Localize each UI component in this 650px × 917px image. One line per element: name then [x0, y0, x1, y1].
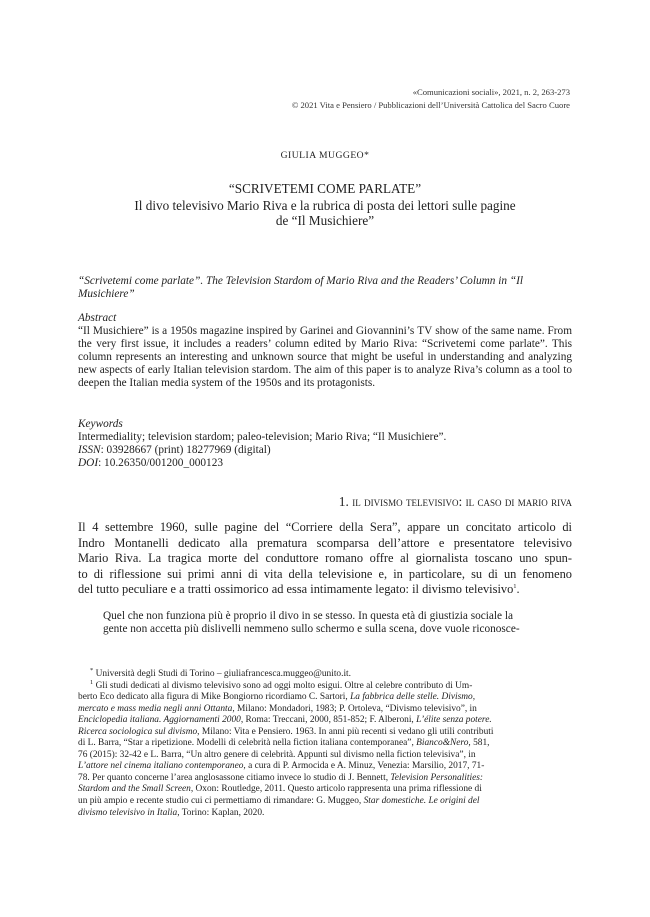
footnote-line [78, 784, 572, 796]
footnote-line [78, 738, 572, 750]
body-line-text: del tutto peculiare e a tratti ossimorico ad essa intimamente legato: il divismo televisivo [78, 582, 514, 597]
title-subtitle-line1: Il divo televisivo Mario Riva e la rubrica di posta dei lettori sulle pagine [134, 198, 516, 213]
section-heading [339, 494, 572, 510]
doi-line [78, 457, 572, 470]
abstract-part2: show of the same name. From the very first issue, it includes a readers’ column edited by Mario Riva: “Scrivetemi come parlate”. This column represents an interesting and unknown source that might be useful in understanding and analyzing new aspects of early Italian television stardom. The aim of this paper is to analyze Riva’s column as a tool to deepen the Italian media system of the 1950s and its protagonists. [78, 325, 572, 389]
body-line: to di riflessione sui primi anni di vita della televisione e, in particolare, su di un fenomeno [78, 566, 572, 581]
footnote-line [78, 727, 572, 739]
issn-label: ISSN [78, 443, 101, 456]
abstract-text [78, 325, 572, 390]
title-subtitle-line2: de “Il Musichiere” [275, 213, 375, 228]
footnote-italic: Stardom and the Small Screen [78, 784, 191, 795]
title-main: “SCRIVETEMI COME PARLATE” [228, 181, 422, 196]
journal-citation: «Comunicazioni sociali», 2021, n. 2, 263-273 [412, 87, 570, 97]
footnote-text: , Milano: Vita e Pensiero. 1963. In anni più recenti si vedano gli utili contributi [197, 726, 494, 737]
quote-line: Quel che non funziona più è proprio il divo in se stesso. In questa età di giustizia sociale la [103, 610, 514, 622]
issn-line [78, 444, 572, 457]
keywords-block [78, 431, 572, 470]
footnote-text: , Oxon: Routledge, 2011. Questo articolo rappresenta una prima riflessione di [190, 784, 482, 795]
footnote-italic: Star domestiche. Le origini del [363, 796, 480, 807]
affiliation-mark: * [90, 666, 94, 674]
affiliation-text: Università degli Studi di Torino – giuliafrancesca.muggeo@unito.it. [93, 669, 352, 679]
footnote-italic: L’attore nel cinema italiano contemporaneo [78, 761, 244, 772]
footnote-text: , 581, [468, 738, 490, 749]
footnote-line [78, 773, 572, 785]
footnote-italic: mercato e mass media negli anni Ottanta [78, 703, 233, 714]
doi-value: : 10.26350/001200_000123 [98, 456, 223, 469]
footnote-line [78, 715, 572, 727]
journal-header [292, 86, 570, 112]
body-line-end: . [516, 582, 520, 597]
footnote-line [78, 808, 572, 820]
footnote-line: 76 (2015): 32-42 e L. Barra, “Un altro genere di celebrità. Appunti sul divismo nella fiction televisiva”, in [78, 749, 476, 760]
footnote-text: di L. Barra, “Star a ripetizione. Modelli di celebrità nella fiction italiana contemporanea”, [78, 738, 417, 749]
footnote-text: , Milano: Mondadori, 1983; P. Ortoleva, “Divismo televisivo”, in [232, 703, 477, 714]
footnote-text: , Roma: Treccani, 2000, 851-852; F. Alberoni, [240, 715, 417, 726]
body-line: Mario Riva. La tragica morte del conduttore romano offre al giornalista toscano uno spun- [78, 551, 572, 566]
footnote-line [78, 761, 572, 773]
quote-line: gente non accetta più dislivelli nemmeno sullo schermo e sulla scena, dove vuole riconosce- [103, 623, 520, 635]
footnote-text: 78. Per quanto concerne l’area anglosassone citiamo invece lo studio di J. Bennett, [78, 772, 391, 783]
footnote-italic: Television Personalities: [390, 772, 484, 783]
body-line: Il 4 settembre 1960, sulle pagine del “Corriere della Sera”, appare un concitato articolo di [78, 520, 572, 534]
issn-value: : 03928667 (print) 18277969 (digital) [100, 443, 271, 456]
footnote-italic: Bianco&Nero [416, 738, 469, 749]
footnote-line [78, 692, 572, 704]
footnote-italic: L’élite senza potere. [416, 715, 492, 726]
footnote-italic: divismo televisivo in Italia [78, 807, 178, 818]
article-title [0, 181, 650, 228]
body-paragraph [78, 520, 572, 598]
footnote-italic: Ricerca sociologica sul divismo [78, 726, 198, 737]
footnotes [78, 666, 572, 819]
section-number: 1. [338, 494, 353, 509]
footnote-affiliation [78, 666, 572, 681]
copyright-line: © 2021 Vita e Pensiero / Pubblicazioni dell’Università Cattolica del Sacro Cuore [291, 100, 570, 110]
abstract-tv: TV [417, 325, 433, 337]
footnote-text: Gli studi dedicati al divismo televisivo sono ad oggi molto esigui. Oltre al celebre contributo di Um- [93, 680, 473, 691]
block-quote [103, 610, 572, 636]
abstract-heading: Abstract [78, 312, 117, 324]
author-name: GIULIA MUGGEO* [280, 150, 370, 161]
footnote-ref[interactable]: 1 [513, 583, 517, 591]
doi-label: DOI [78, 456, 99, 469]
footnote-text: , a cura di P. Armocida e A. Minuz, Venezia: Marsilio, 2017, 71- [243, 761, 485, 772]
footnote-line [78, 796, 572, 808]
abstract-part1: “Il Musichiere” is a 1950s magazine inspired by Garinei and Giovannini’s [78, 325, 418, 337]
english-title: “Scrivetemi come parlate”. The Television Stardom of Mario Riva and the Readers’ Column in “Il Musichiere” [78, 275, 524, 300]
footnote-text: un più ampio e recente studio cui ci permettiamo di rimandare: G. Muggeo, [78, 796, 364, 807]
footnote-text: , Torino: Kaplan, 2020. [177, 807, 265, 818]
keywords-list: Intermediality; television stardom; paleo-television; Mario Riva; “Il Musichiere”. [78, 431, 447, 443]
body-line-last [78, 582, 572, 598]
keywords-heading: Keywords [78, 418, 123, 430]
footnote-1-mark: 1 [90, 678, 94, 686]
section-title: il divismo televisivo: il caso di mario riva [352, 494, 572, 509]
body-line: Indro Montanelli dedicato alla prematura scomparsa dell’attore e presentatore televisivo [78, 535, 572, 550]
footnote-italic: La fabbrica delle stelle. Divismo, [350, 692, 476, 703]
footnote-italic: Enciclopedia italiana. Aggiornamenti 2000 [78, 715, 241, 726]
footnote-text: berto Eco dedicato alla figura di Mike Bongiorno ricordiamo C. Sartori, [78, 692, 351, 703]
footnote-line [78, 704, 572, 716]
footnote-line [78, 678, 572, 693]
